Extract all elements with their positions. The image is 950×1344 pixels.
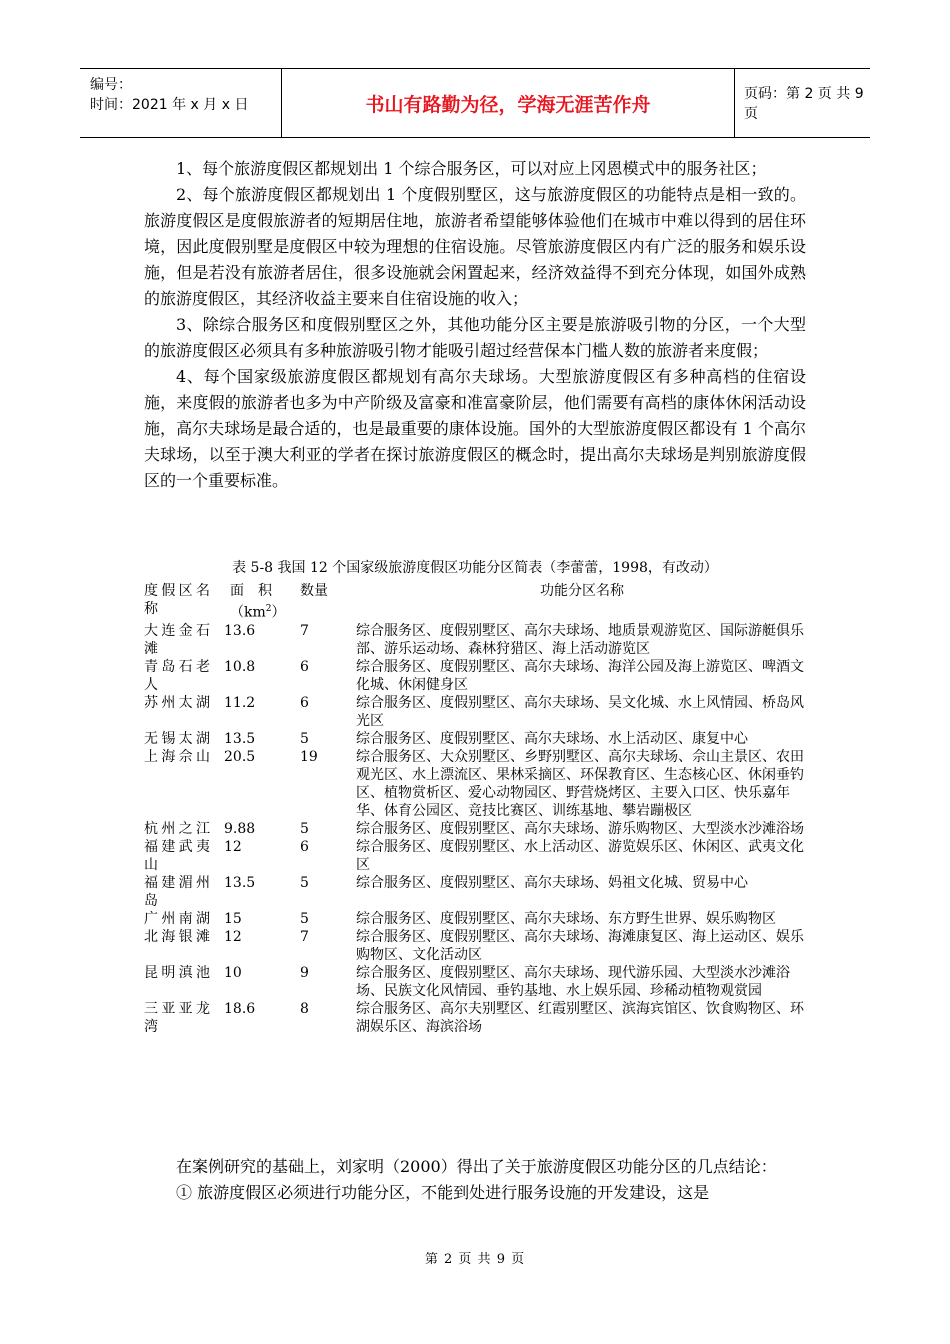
header-area-line2 <box>224 600 300 622</box>
resort-area: 13.5 <box>224 730 256 747</box>
resort-name: 广州南湖 <box>144 910 210 927</box>
resort-name: 杭州之江 <box>144 820 210 837</box>
resort-area: 13.6 <box>224 622 256 639</box>
table-row <box>144 622 808 658</box>
table-row <box>144 838 808 874</box>
zone-list: 综合服务区、度假别墅区、高尔夫球场、游乐购物区、大型淡水沙滩浴场 <box>356 820 804 837</box>
zone-list: 综合服务区、度假别墅区、高尔夫球场、水上活动区、康复中心 <box>356 730 748 747</box>
header-zones: 功能分区名称 <box>540 583 624 599</box>
paragraph: 在案例研究的基础上，刘家明（2000）得出了关于旅游度假区功能分区的几点结论： <box>176 1157 777 1176</box>
header-meta <box>80 69 282 137</box>
table-row <box>144 964 808 1000</box>
zone-list: 综合服务区、度假别墅区、高尔夫球场、地质景观游览区、国际游艇俱乐部、游乐运动场、森林狩猎区、海上活动游览区 <box>356 622 804 657</box>
resort-area: 11.2 <box>224 694 256 711</box>
resort-area: 13.5 <box>224 874 256 891</box>
paragraph: 1、每个旅游度假区都规划出 1 个综合服务区，可以对应上冈恩模式中的服务社区； <box>176 159 767 178</box>
paragraph: 2、每个旅游度假区都规划出 1 个度假别墅区，这与旅游度假区的功能特点是相一致的。旅游度假区是度假旅游者的短期居住地，旅游者希望能够体验他们在城市中难以得到的居住环境，因此度假别墅是度假区中较为理想的住宿设施。尽管旅游度假区内有广泛的服务和娱乐设施，但是若没有旅游者居住，很多设施就会闲置起来，经济效益得不到充分体现，如国外成熟的旅游度假区，其经济收益主要来自住宿设施的收入； <box>144 185 806 308</box>
header-page-number: 页码：第 2 页 共 9 页 <box>744 86 864 122</box>
zone-list: 综合服务区、度假别墅区、高尔夫球场、现代游乐园、大型淡水沙滩浴场、民族文化风情园、垂钓基地、水上娱乐园、珍稀动植物观赏园 <box>356 964 790 999</box>
zone-count: 5 <box>300 874 309 891</box>
header-resort-name: 度假区名称 <box>144 583 210 617</box>
table-row <box>144 658 808 694</box>
resort-name: 昆明滇池 <box>144 964 210 981</box>
table-row <box>144 874 808 910</box>
paragraph: 4、每个国家级旅游度假区都规划有高尔夫球场。大型旅游度假区有多种高档的住宿设施，来度假的旅游者也多为中产阶级及富豪和准富豪阶层，他们需要有高档的康体休闲活动设施，高尔夫球场是最合适的，也是最重要的康体设施。国外的大型旅游度假区都设有 1 个高尔夫球场，以至于澳大利亚的学者在探讨旅游度假区的概念时，提出高尔夫球场是判别旅游度假区的一个重要标准。 <box>144 367 806 490</box>
resort-name: 苏州太湖 <box>144 694 210 711</box>
page-footer: 第 2 页 共 9 页 <box>424 1252 526 1267</box>
page-header <box>80 68 870 138</box>
serial-label: 编号： <box>90 77 132 93</box>
zone-count: 7 <box>300 622 309 639</box>
paragraph: 3、除综合服务区和度假别墅区之外，其他功能分区主要是旅游吸引物的分区，一个大型的旅游度假区必须具有多种旅游吸引物才能吸引超过经营保本门槛人数的旅游者来度假； <box>144 315 806 360</box>
resort-name: 无锡太湖 <box>144 730 210 747</box>
resort-area: 18.6 <box>224 1000 256 1017</box>
resort-area: 15 <box>224 910 242 927</box>
zone-list: 综合服务区、度假别墅区、高尔夫球场、吴文化城、水上风情园、桥岛风光区 <box>356 694 804 729</box>
header-area-line1: 面 积 <box>230 583 272 599</box>
resort-name: 福建武夷山 <box>144 838 210 873</box>
zone-list: 综合服务区、度假别墅区、高尔夫球场、妈祖文化城、贸易中心 <box>356 874 748 891</box>
resort-area: 10 <box>224 964 242 981</box>
header-area-sup: 2 <box>265 604 272 614</box>
zone-list: 综合服务区、高尔夫别墅区、红霞别墅区、滨海宾馆区、饮食购物区、环湖娱乐区、海滨浴场 <box>356 1000 804 1035</box>
resort-area: 12 <box>224 928 242 945</box>
zone-count: 9 <box>300 964 309 981</box>
zone-count: 19 <box>300 748 318 765</box>
resort-name: 上海佘山 <box>144 748 210 765</box>
resort-name: 福建湄州岛 <box>144 874 210 909</box>
zone-list: 综合服务区、大众别墅区、乡野别墅区、高尔夫球场、佘山主景区、农田观光区、水上漂流区、果林采摘区、环保教育区、生态核心区、休闲垂钓区、植物赏析区、爱心动物园区、野营烧烤区、主要入口区、快乐嘉年华、体育公园区、竞技比赛区、训练基地、攀岩蹦极区 <box>356 748 804 819</box>
resort-area: 20.5 <box>224 748 256 765</box>
resort-area: 10.8 <box>224 658 256 675</box>
zone-list: 综合服务区、度假别墅区、水上活动区、游览娱乐区、休闲区、武夷文化区 <box>356 838 804 873</box>
zone-count: 5 <box>300 910 309 927</box>
header-motto: 书山有路勤为径，学海无涯苦作舟 <box>282 69 735 137</box>
header-area <box>224 582 300 622</box>
zone-count: 7 <box>300 928 309 945</box>
header-count: 数量 <box>300 583 328 599</box>
resort-name: 北海银滩 <box>144 928 210 945</box>
table-row <box>144 1000 808 1036</box>
body-text <box>144 156 806 494</box>
zone-list: 综合服务区、度假别墅区、高尔夫球场、海滩康复区、海上运动区、娱乐购物区、文化活动区 <box>356 928 804 963</box>
conclusion-text <box>144 1154 806 1206</box>
table-header-row <box>144 582 808 622</box>
table-row <box>144 910 808 928</box>
table-caption: 表 5-8 我国 12 个国家级旅游度假区功能分区简表（李蕾蕾，1998，有改动） <box>232 560 718 576</box>
zone-count: 6 <box>300 658 309 675</box>
table-row <box>144 928 808 964</box>
date-label: 时间：2021 年 x 月 x 日 <box>90 97 249 113</box>
header-area-close: ） <box>271 604 286 621</box>
table-row <box>144 694 808 730</box>
resort-area: 9.88 <box>224 820 256 837</box>
zone-count: 6 <box>300 838 309 855</box>
zone-count: 5 <box>300 730 309 747</box>
resort-name: 青岛石老人 <box>144 658 210 693</box>
paragraph: ① 旅游度假区必须进行功能分区，不能到处进行服务设施的开发建设，这是 <box>176 1183 710 1202</box>
zone-list: 综合服务区、度假别墅区、高尔夫球场、东方野生世界、娱乐购物区 <box>356 910 776 927</box>
table-row <box>144 820 808 838</box>
zone-list: 综合服务区、度假别墅区、高尔夫球场、海洋公园及海上游览区、啤酒文化城、休闲健身区 <box>356 658 804 693</box>
resort-area: 12 <box>224 838 242 855</box>
resort-zones-table <box>144 582 808 1036</box>
table-row <box>144 730 808 748</box>
resort-name: 大连金石滩 <box>144 622 210 657</box>
zone-count: 5 <box>300 820 309 837</box>
header-area-unit: （km <box>230 604 266 621</box>
table-row <box>144 748 808 820</box>
zone-count: 6 <box>300 694 309 711</box>
zone-count: 8 <box>300 1000 309 1017</box>
resort-name: 三亚亚龙湾 <box>144 1000 210 1035</box>
